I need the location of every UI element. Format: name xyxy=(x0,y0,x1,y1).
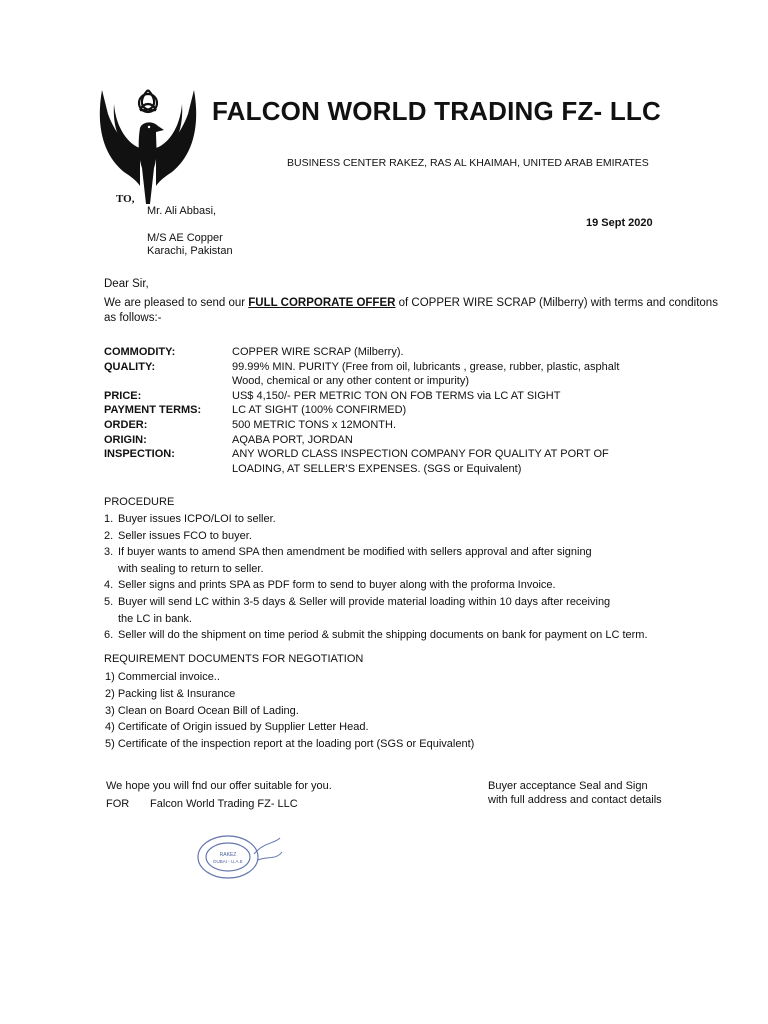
procedure-step xyxy=(104,627,724,644)
term-key: PAYMENT TERMS: xyxy=(104,404,202,417)
closing-for-label: FOR xyxy=(106,798,130,810)
procedure-step xyxy=(104,544,724,577)
term-row xyxy=(104,360,669,389)
intro-line-1 xyxy=(104,296,718,311)
closing-hope: We hope you will fnd our offer suitable for you. xyxy=(106,780,332,792)
term-value-cont: Wood, chemical or any other content or impurity) xyxy=(232,375,470,388)
falcon-logo-icon xyxy=(94,84,202,206)
term-key: COMMODITY: xyxy=(104,346,176,358)
recipient-name: Mr. Ali Abbasi, xyxy=(147,205,217,217)
step-number: 3. xyxy=(104,546,114,559)
salutation: Dear Sir, xyxy=(104,278,149,290)
intro-pre: We are pleased to send our xyxy=(104,297,249,309)
requirement-item: 4) Certificate of Origin issued by Supplier Letter Head. xyxy=(105,721,369,734)
to-label: TO, xyxy=(116,193,135,205)
closing-for-company: Falcon World Trading FZ- LLC xyxy=(150,798,298,810)
step-text: Buyer issues ICPO/LOI to seller. xyxy=(118,513,276,525)
term-value: AQABA PORT, JORDAN xyxy=(232,433,353,446)
term-value: 99.99% MIN. PURITY (Free from oil, lubricants , grease, rubber, plastic, asphalt xyxy=(232,360,620,373)
buyer-acceptance-line-2: with full address and contact details xyxy=(488,794,662,806)
term-row xyxy=(104,345,669,360)
step-text-cont: with sealing to return to seller. xyxy=(118,562,264,575)
intro-line-2: as follows:- xyxy=(104,312,162,324)
procedure-step xyxy=(104,528,724,545)
letter-date: 19 Sept 2020 xyxy=(586,217,653,229)
stamp-text-top: RAKEZ xyxy=(219,852,237,858)
term-value: ANY WORLD CLASS INSPECTION COMPANY FOR QUALITY AT PORT OF xyxy=(232,448,609,461)
step-number: 2. xyxy=(104,529,114,542)
procedure-heading: PROCEDURE xyxy=(104,496,175,508)
stamp-text-bottom: DUBAI - U.A.E xyxy=(213,859,243,864)
company-seal-stamp-icon xyxy=(194,830,284,880)
requirement-item: 1) Commercial invoice.. xyxy=(105,671,220,683)
term-value: 500 METRIC TONS x 12MONTH. xyxy=(232,418,397,431)
term-row xyxy=(104,389,669,404)
term-row xyxy=(104,418,669,433)
requirement-item: 5) Certificate of the inspection report at the loading port (SGS or Equivalent) xyxy=(105,738,475,751)
requirement-item: 2) Packing list & Insurance xyxy=(105,687,236,700)
term-value-cont: LOADING, AT SELLER’S EXPENSES. (SGS or Equivalent) xyxy=(232,462,522,475)
term-row xyxy=(104,403,669,418)
intro-offer-title: FULL CORPORATE OFFER xyxy=(248,297,396,309)
requirement-item: 3) Clean on Board Ocean Bill of Lading. xyxy=(105,704,299,717)
recipient-company: M/S AE Copper xyxy=(147,232,223,244)
offer-terms-table xyxy=(104,345,669,476)
term-row xyxy=(104,433,669,448)
step-text: Seller issues FCO to buyer. xyxy=(118,529,252,542)
term-value: US$ 4,150/- PER METRIC TON ON FOB TERMS via LC AT SIGHT xyxy=(232,389,561,402)
step-text: Seller signs and prints SPA as PDF form to send to buyer along with the proforma Invoice. xyxy=(118,579,556,592)
procedure-step xyxy=(104,511,724,528)
term-value: COPPER WIRE SCRAP (Milberry). xyxy=(232,346,404,358)
term-key: PRICE: xyxy=(104,389,142,402)
term-key: ORDER: xyxy=(104,418,148,431)
recipient-city: Karachi, Pakistan xyxy=(147,245,233,257)
step-text: If buyer wants to amend SPA then amendment be modified with sellers approval and after signing xyxy=(118,546,592,559)
step-number: 6. xyxy=(104,629,114,642)
step-text: Buyer will send LC within 3-5 days & Seller will provide material loading within 10 days after receiving xyxy=(118,595,611,608)
buyer-acceptance-line-1: Buyer acceptance Seal and Sign xyxy=(488,780,648,792)
procedure-step xyxy=(104,577,724,594)
step-text-cont: the LC in bank. xyxy=(118,612,192,625)
requirements-list xyxy=(105,669,474,753)
term-key: QUALITY: xyxy=(104,360,156,373)
step-number: 5. xyxy=(104,595,114,608)
company-address: BUSINESS CENTER RAKEZ, RAS AL KHAIMAH, UNITED ARAB EMIRATES xyxy=(287,157,649,169)
step-number: 1. xyxy=(104,513,114,525)
intro-post: of COPPER WIRE SCRAP (Milberry) with terms and conditons xyxy=(395,297,718,309)
term-row xyxy=(104,447,669,476)
term-key: ORIGIN: xyxy=(104,433,147,446)
term-value: LC AT SIGHT (100% CONFIRMED) xyxy=(232,404,407,417)
procedure-list xyxy=(104,511,724,644)
procedure-step xyxy=(104,594,724,627)
term-key: INSPECTION: xyxy=(104,448,175,461)
requirements-heading: REQUIREMENT DOCUMENTS FOR NEGOTIATION xyxy=(104,653,364,665)
step-number: 4. xyxy=(104,579,114,592)
company-name: FALCON WORLD TRADING FZ- LLC xyxy=(212,96,661,126)
step-text: Seller will do the shipment on time period & submit the shipping documents on bank for payment on LC term. xyxy=(118,629,648,642)
